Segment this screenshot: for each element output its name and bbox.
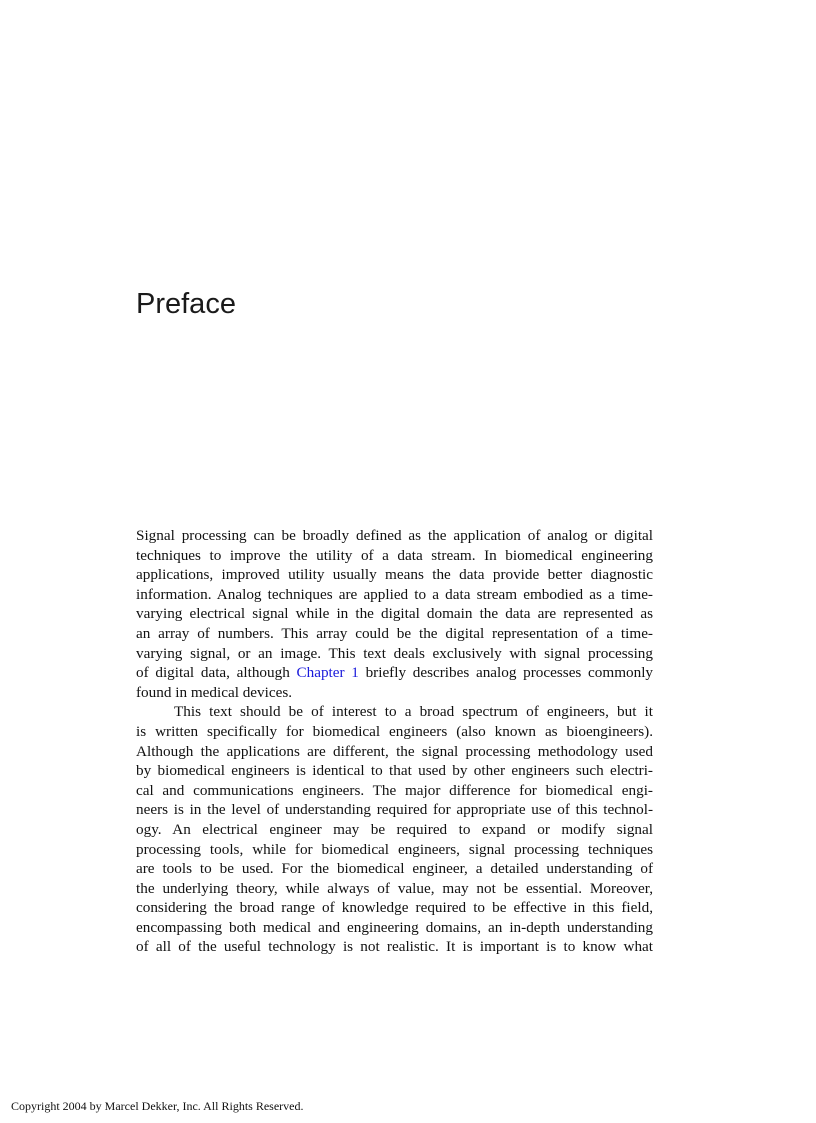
text-line: Signal processing can be broadly defined as the application of analog or digital [136,527,653,544]
text-line: of all of the useful technology is not realistic. It is important is to know what [136,938,653,956]
body-text [136,526,653,957]
paragraph-2 [136,702,653,957]
text-line: cal and communications engineers. The major difference for biomedical engi- [136,781,653,799]
text-segment: of digital data, although [136,664,297,682]
text-line: Although the applications are different, the signal processing methodology used [136,742,653,760]
text-line: information. Analog techniques are applied to a data stream embodied as a time- [136,585,653,603]
text-line: neers is in the level of understanding required for appropriate use of this technol- [136,801,653,819]
copyright-notice: Copyright 2004 by Marcel Dekker, Inc. All Rights Reserved. [11,1099,304,1113]
text-segment: briefly describes analog processes commonly [358,664,654,682]
text-line: found in medical devices. [136,683,293,701]
text-line: considering the broad range of knowledge required to be effective in this field, [136,899,653,917]
text-line: This text should be of interest to a broad spectrum of engineers, but it [174,703,653,721]
chapter-1-link[interactable]: Chapter 1 [296,664,359,682]
text-line: ogy. An electrical engineer may be required to expand or modify signal [136,820,653,838]
text-line: varying signal, or an image. This text deals exclusively with signal processing [136,644,653,662]
text-line: varying electrical signal while in the digital domain the data are represented as [136,605,653,623]
text-line: by biomedical engineers is identical to that used by other engineers such electri- [136,762,653,780]
text-line: are tools to be used. For the biomedical engineer, a detailed understanding of [136,860,653,878]
text-line: processing tools, while for biomedical engineers, signal processing techniques [136,840,653,858]
text-line: an array of numbers. This array could be the digital representation of a time- [136,624,653,642]
text-line: encompassing both medical and engineering domains, an in-depth understanding [136,918,653,936]
text-line: the underlying theory, while always of value, may not be essential. Moreover, [136,879,653,897]
text-line: techniques to improve the utility of a data stream. In biomedical engineering [136,546,653,564]
text-line-with-link [136,663,653,683]
page-title: Preface [136,288,236,320]
text-line: is written specifically for biomedical engineers (also known as bioengineers). [136,722,653,740]
paragraph-1 [136,526,653,702]
text-line: applications, improved utility usually means the data provide better diagnostic [136,566,653,584]
